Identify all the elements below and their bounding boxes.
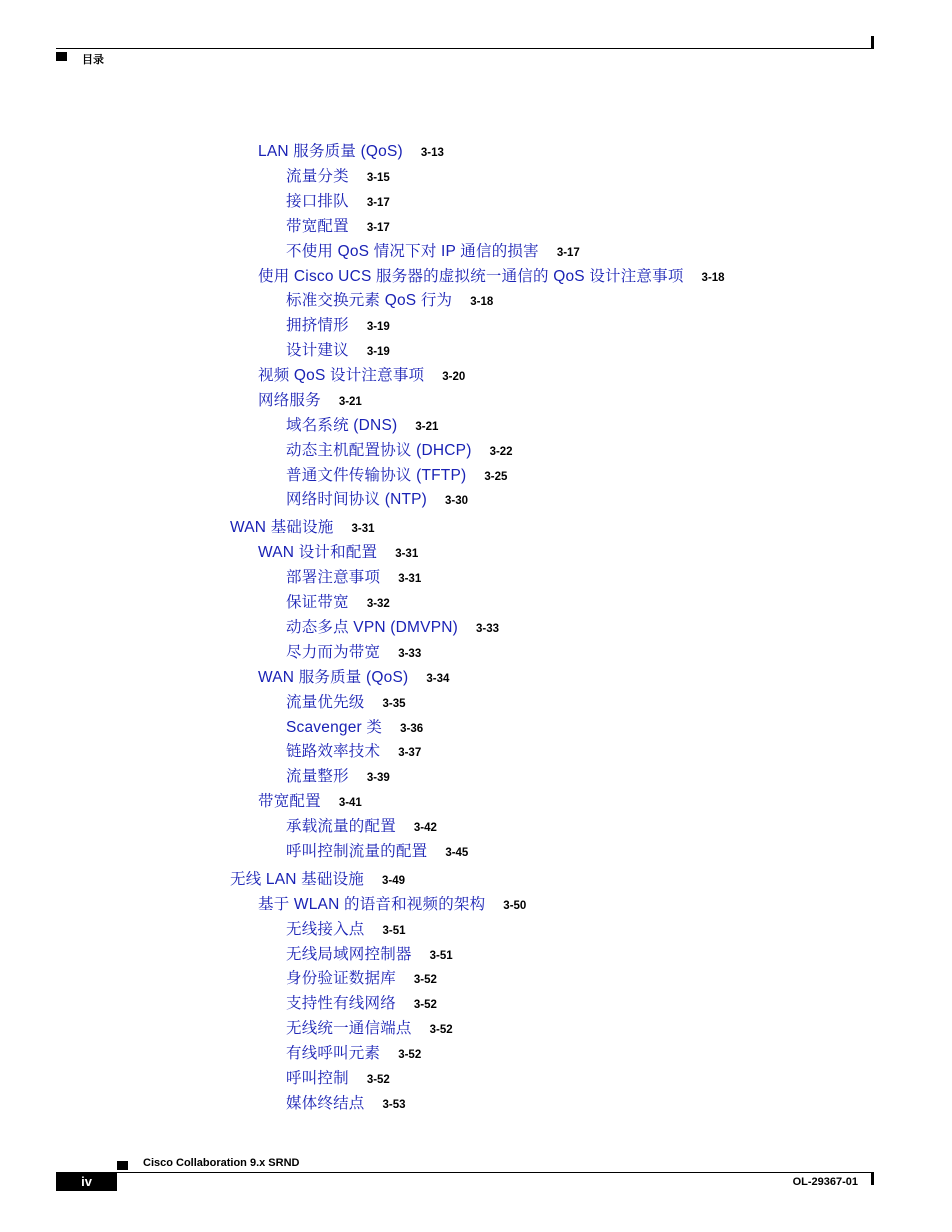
header-square-marker: [56, 52, 67, 61]
toc-entry-page: 3-36: [400, 723, 424, 735]
toc-entry-page: 3-18: [470, 296, 494, 308]
toc-entry-label[interactable]: 流量优先级: [286, 694, 365, 711]
toc-entry-label[interactable]: 接口排队: [286, 193, 349, 210]
toc-entry-label[interactable]: 身份验证数据库: [286, 970, 396, 987]
toc-entry-page: 3-19: [366, 346, 390, 358]
toc-entry-label[interactable]: 标准交换元素 QoS 行为: [286, 292, 453, 309]
toc-entry[interactable]: [286, 438, 513, 460]
toc-entry-page: 3-53: [382, 1099, 406, 1111]
toc-entry-page: 3-39: [366, 772, 390, 784]
toc-entry[interactable]: [286, 615, 499, 637]
toc-entry[interactable]: [286, 214, 390, 236]
toc-entry-label[interactable]: 有线呼叫元素: [286, 1045, 381, 1062]
toc-entry-page: 3-31: [395, 548, 419, 560]
toc-entry-page: 3-18: [701, 272, 725, 284]
toc-entry-label[interactable]: WAN 设计和配置: [258, 544, 378, 561]
toc-entry[interactable]: [286, 1091, 406, 1113]
toc-entry-label[interactable]: 链路效率技术: [286, 743, 381, 760]
toc-entry-page: 3-52: [413, 999, 437, 1011]
toc-entry[interactable]: [258, 139, 444, 161]
toc-entry-label[interactable]: 媒体终结点: [286, 1095, 365, 1112]
toc-entry[interactable]: [286, 338, 390, 360]
toc-entry[interactable]: [258, 789, 362, 811]
toc-entry[interactable]: [258, 892, 526, 914]
toc-entry[interactable]: [286, 690, 406, 712]
footer-doc-number: OL-29367-01: [792, 1176, 858, 1188]
footer-square-marker: [117, 1161, 128, 1170]
toc-entry-page: 3-21: [338, 396, 362, 408]
toc-entry-page: 3-34: [426, 673, 450, 685]
toc-entry-page: 3-22: [489, 446, 513, 458]
toc-entry[interactable]: [286, 189, 390, 211]
toc-entry-label[interactable]: 视频 QoS 设计注意事项: [258, 367, 425, 384]
toc-entry-page: 3-25: [484, 471, 508, 483]
toc-entry-label[interactable]: 流量分类: [286, 168, 349, 185]
toc-entry[interactable]: [286, 966, 437, 988]
toc-entry[interactable]: [286, 739, 421, 761]
toc-entry-label[interactable]: 基于 WLAN 的语音和视频的架构: [258, 896, 486, 913]
toc-entry-page: 3-52: [366, 1074, 390, 1086]
toc-entry[interactable]: [286, 814, 437, 836]
toc-entry-label[interactable]: 无线局域网控制器: [286, 946, 412, 963]
toc-entry-label[interactable]: 域名系统 (DNS): [286, 417, 398, 434]
toc-entry-label[interactable]: 动态主机配置协议 (DHCP): [286, 442, 472, 459]
toc-entry-page: 3-33: [398, 648, 422, 660]
toc-entry[interactable]: [286, 413, 438, 435]
toc-entry-page: 3-20: [442, 371, 466, 383]
toc-entry-page: 3-35: [382, 698, 406, 710]
toc-entry[interactable]: [258, 540, 418, 562]
toc-entry[interactable]: [286, 764, 390, 786]
toc-entry-label[interactable]: 呼叫控制: [286, 1070, 349, 1087]
toc-entry-page: 3-50: [503, 900, 527, 912]
header-rule: [56, 48, 874, 49]
toc-entry[interactable]: [230, 867, 405, 889]
toc-entry-page: 3-52: [429, 1024, 453, 1036]
toc-entry-label[interactable]: 呼叫控制流量的配置: [286, 843, 428, 860]
footer-doc-title: Cisco Collaboration 9.x SRND: [143, 1157, 300, 1169]
footer-tick-mark: [871, 1173, 874, 1185]
toc-entry-page: 3-49: [381, 875, 405, 887]
toc-entry[interactable]: [286, 917, 406, 939]
toc-entry-page: 3-42: [413, 822, 437, 834]
toc-entry-page: 3-52: [413, 974, 437, 986]
toc-entry-label[interactable]: Scavenger 类: [286, 719, 383, 736]
toc-entry[interactable]: [286, 942, 453, 964]
toc-entry-page: 3-32: [366, 598, 390, 610]
toc-entry-label[interactable]: 支持性有线网络: [286, 995, 396, 1012]
toc-entry-label[interactable]: 动态多点 VPN (DMVPN): [286, 619, 458, 636]
toc-entry-label[interactable]: 无线统一通信端点: [286, 1020, 412, 1037]
toc-entry-label[interactable]: 普通文件传输协议 (TFTP): [286, 467, 467, 484]
toc-entry[interactable]: [286, 164, 390, 186]
toc-entry-page: 3-41: [338, 797, 362, 809]
toc-entry-page: 3-52: [398, 1049, 422, 1061]
toc-entry-page: 3-45: [445, 847, 469, 859]
toc-entry-page: 3-31: [351, 523, 375, 535]
toc-entry-page: 3-19: [366, 321, 390, 333]
toc-entry-label[interactable]: 流量整形: [286, 768, 349, 785]
toc-entry-label[interactable]: 保证带宽: [286, 594, 349, 611]
toc-entry-label[interactable]: 网络服务: [258, 392, 321, 409]
toc-entry-page: 3-31: [398, 573, 422, 585]
toc-entry-label[interactable]: 部署注意事项: [286, 569, 381, 586]
toc-entry-page: 3-30: [445, 495, 469, 507]
toc-entry-page: 3-13: [420, 147, 444, 159]
toc-entry[interactable]: [286, 640, 421, 662]
toc-entry[interactable]: [286, 1041, 421, 1063]
toc-entry[interactable]: [286, 463, 507, 485]
toc-entry[interactable]: [286, 288, 493, 310]
toc-entry[interactable]: [286, 487, 468, 509]
toc-entry-page: 3-17: [366, 222, 390, 234]
header-title: 目录: [82, 54, 104, 66]
toc-entry[interactable]: [286, 715, 423, 737]
toc-entry[interactable]: [286, 1016, 453, 1038]
toc-entry[interactable]: [286, 313, 390, 335]
toc-entry[interactable]: [286, 239, 580, 261]
toc-entry-label[interactable]: 不使用 QoS 情况下对 IP 通信的损害: [286, 243, 539, 260]
toc-entry-label[interactable]: 带宽配置: [286, 218, 349, 235]
toc-entry-page: 3-51: [429, 950, 453, 962]
toc-entry[interactable]: [286, 565, 421, 587]
toc-entry[interactable]: [286, 590, 390, 612]
toc-entry-page: 3-17: [556, 247, 580, 259]
toc-entry-page: 3-21: [415, 421, 439, 433]
toc-entry-label[interactable]: 无线 LAN 基础设施: [230, 871, 364, 888]
toc-entry-label[interactable]: 设计建议: [286, 342, 349, 359]
toc-entry-label[interactable]: 尽力而为带宽: [286, 644, 381, 661]
toc-entry-label[interactable]: LAN 服务质量 (QoS): [258, 143, 403, 160]
header-tick-mark: [871, 36, 874, 49]
toc-entry[interactable]: [258, 665, 449, 687]
footer-page-number: iv: [56, 1172, 117, 1191]
toc-entry[interactable]: [258, 388, 362, 410]
toc-entry-page: 3-33: [475, 623, 500, 635]
toc-entry[interactable]: [286, 839, 468, 861]
toc-entry-label[interactable]: 承载流量的配置: [286, 818, 396, 835]
toc-entry-label[interactable]: 拥挤情形: [286, 317, 349, 334]
toc-entry[interactable]: [286, 1066, 390, 1088]
footer-rule: [117, 1172, 874, 1173]
toc-entry-label[interactable]: 带宽配置: [258, 793, 321, 810]
toc-entry-label[interactable]: 使用 Cisco UCS 服务器的虚拟统一通信的 QoS 设计注意事项: [258, 268, 684, 285]
toc-entry-page: 3-15: [366, 172, 390, 184]
toc-entry[interactable]: [258, 264, 725, 286]
toc-entry-page: 3-51: [382, 925, 406, 937]
toc-entry-label[interactable]: WAN 基础设施: [230, 519, 334, 536]
toc-entry-label[interactable]: 无线接入点: [286, 921, 365, 938]
toc-entry[interactable]: [230, 515, 375, 537]
toc-entry-label[interactable]: 网络时间协议 (NTP): [286, 491, 428, 508]
toc-entry-page: 3-37: [398, 747, 422, 759]
toc-entry-label[interactable]: WAN 服务质量 (QoS): [258, 669, 409, 686]
toc-entry-page: 3-17: [366, 197, 390, 209]
toc-entry[interactable]: [258, 363, 465, 385]
toc-entry[interactable]: [286, 991, 437, 1013]
